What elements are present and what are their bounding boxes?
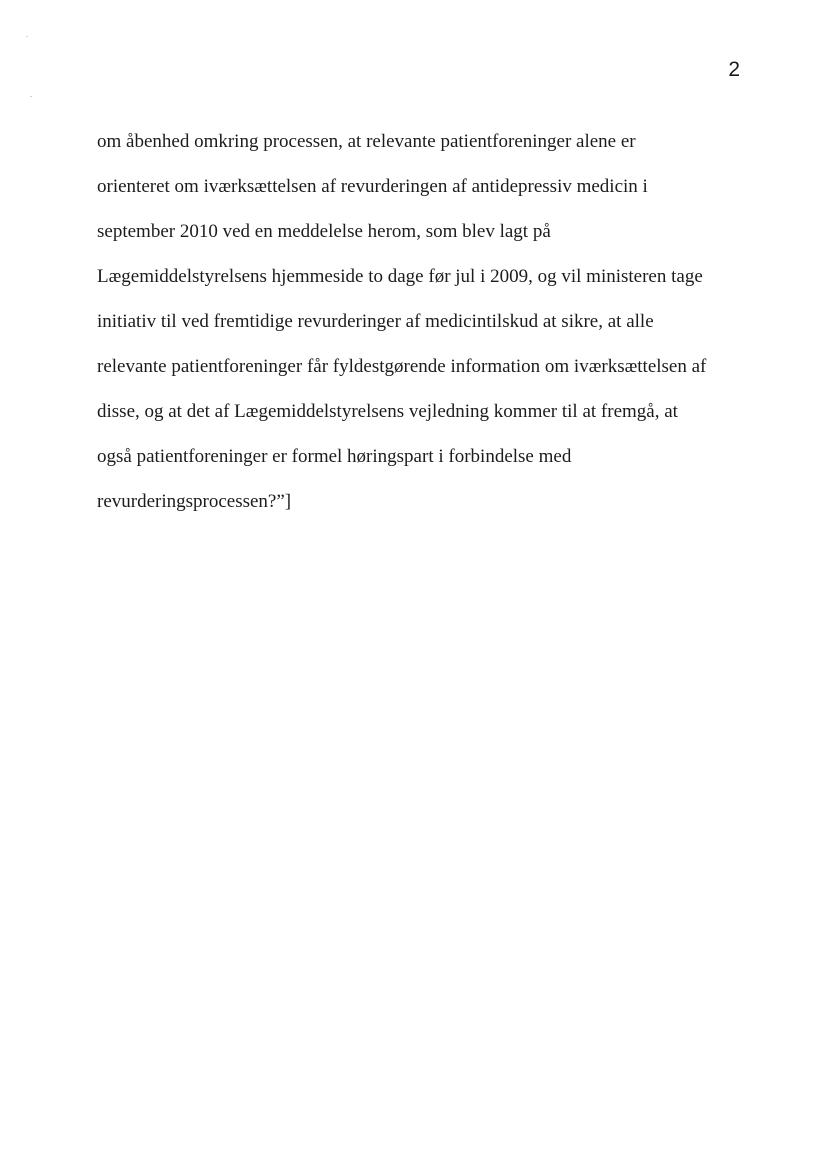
scan-speck bbox=[30, 96, 32, 97]
scan-speck bbox=[26, 36, 28, 37]
page-number: 2 bbox=[728, 58, 740, 81]
text-line: revurderingsprocessen?”] bbox=[97, 491, 292, 512]
text-line: også patientforeninger er formel høringspart i forbindelse med bbox=[97, 446, 572, 467]
text-line: om åbenhed omkring processen, at relevante patientforeninger alene er bbox=[97, 131, 636, 152]
text-line: disse, og at det af Lægemiddelstyrelsens vejledning kommer til at fremgå, at bbox=[97, 401, 678, 422]
text-line: september 2010 ved en meddelelse herom, som blev lagt på bbox=[97, 221, 551, 242]
text-line: Lægemiddelstyrelsens hjemmeside to dage før jul i 2009, og vil ministeren tage bbox=[97, 266, 703, 287]
text-line: initiativ til ved fremtidige revurderinger af medicintilskud at sikre, at alle bbox=[97, 311, 654, 332]
body-paragraph bbox=[97, 123, 706, 528]
text-line: relevante patientforeninger får fyldestgørende information om iværksættelsen af bbox=[97, 356, 707, 377]
text-line: orienteret om iværksættelsen af revurderingen af antidepressiv medicin i bbox=[97, 176, 648, 197]
